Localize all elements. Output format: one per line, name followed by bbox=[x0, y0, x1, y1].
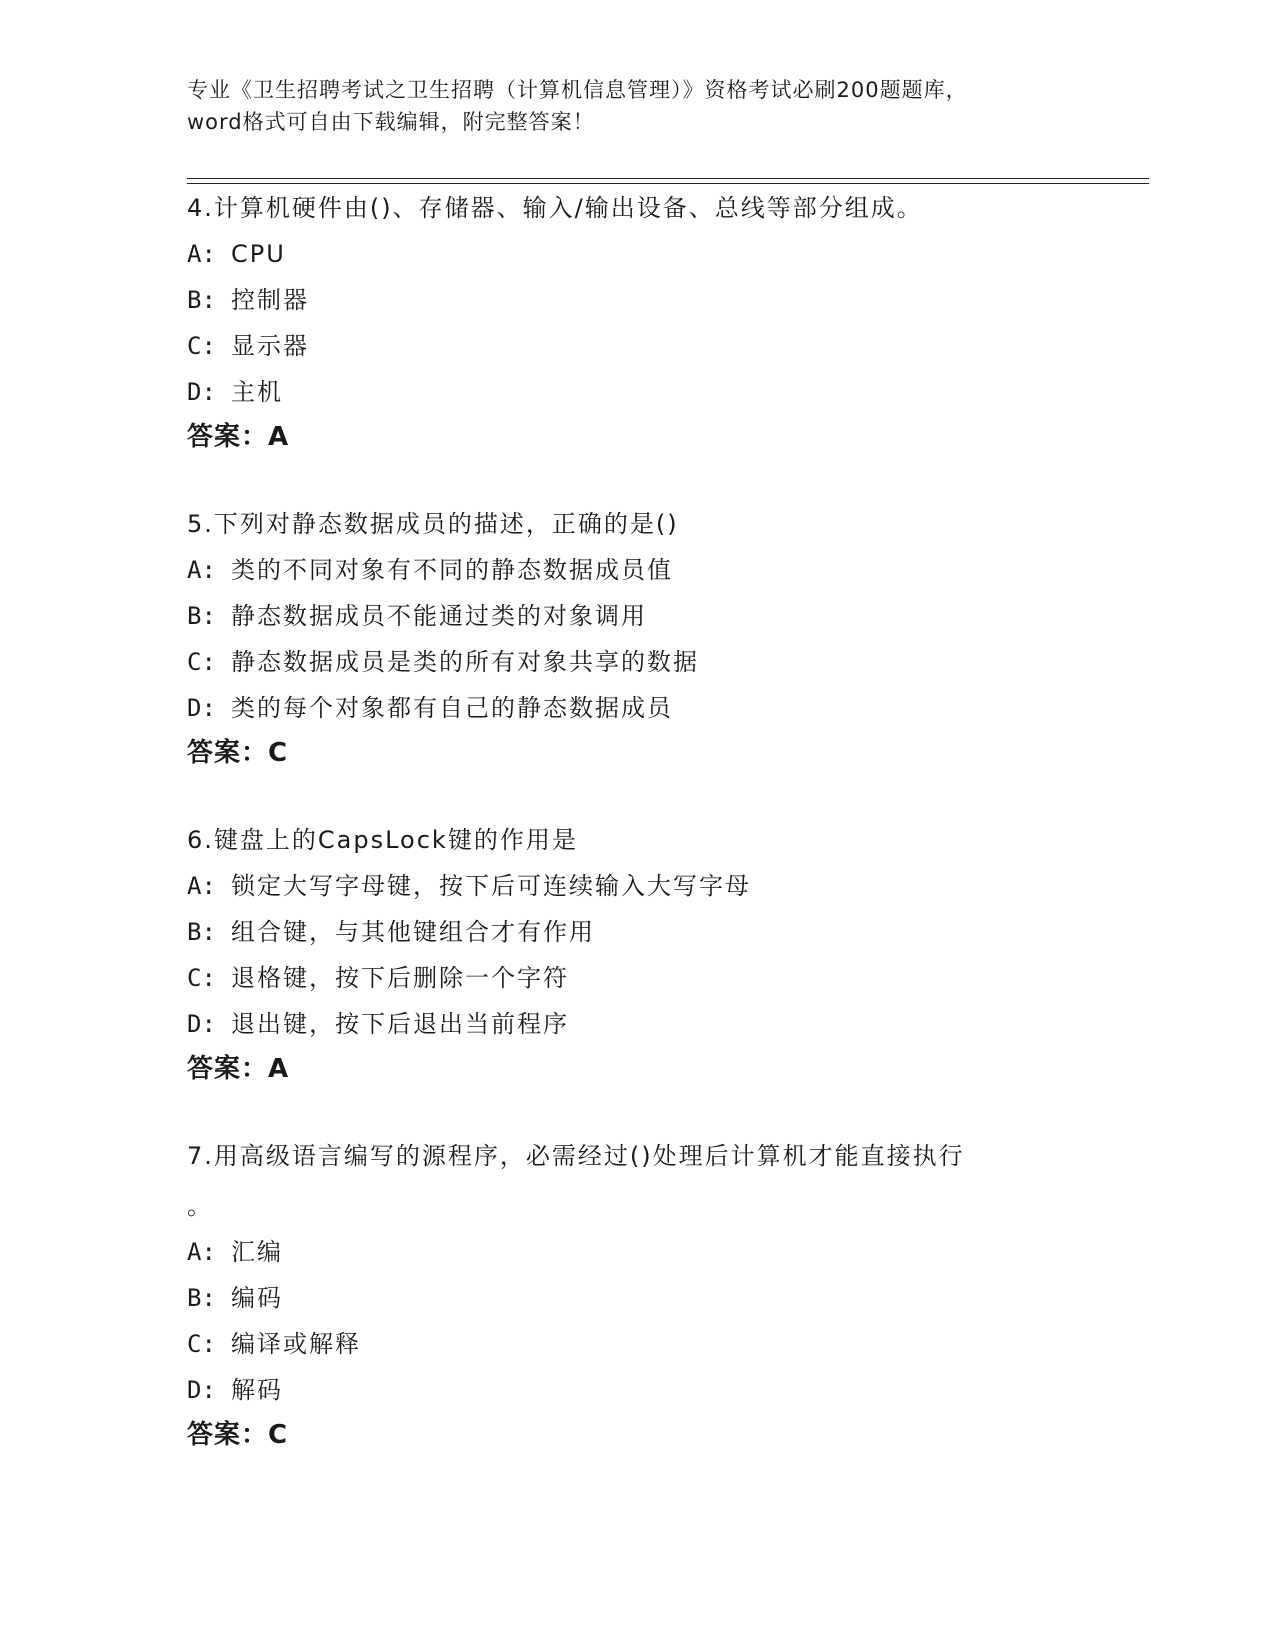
option-c bbox=[187, 964, 1107, 992]
option-text: 类的不同对象有不同的静态数据成员值 bbox=[231, 556, 673, 584]
option-text: 汇编 bbox=[231, 1238, 283, 1266]
question-stem-continuation: 。 bbox=[187, 1192, 211, 1220]
header-divider-top bbox=[187, 178, 1149, 179]
header-line-2: word格式可自由下载编辑，附完整答案！ bbox=[187, 110, 595, 134]
option-letter: D: bbox=[187, 1376, 216, 1404]
answer-label: 答案：A bbox=[187, 1054, 290, 1084]
option-c bbox=[187, 1330, 1107, 1358]
option-b bbox=[187, 918, 1107, 946]
option-c bbox=[187, 648, 1107, 676]
option-b bbox=[187, 286, 1107, 314]
option-letter: C: bbox=[187, 648, 216, 676]
question-stem: 4.计算机硬件由()、存储器、输入/输出设备、总线等部分组成。 bbox=[187, 194, 923, 222]
answer-label: 答案：A bbox=[187, 422, 290, 452]
option-text: 静态数据成员不能通过类的对象调用 bbox=[231, 602, 647, 630]
option-a bbox=[187, 872, 1107, 900]
option-a bbox=[187, 556, 1107, 584]
option-letter: B: bbox=[187, 286, 216, 314]
option-text: 控制器 bbox=[231, 286, 309, 314]
option-text: 组合键，与其他键组合才有作用 bbox=[231, 918, 595, 946]
option-text: 编码 bbox=[231, 1284, 283, 1312]
document-header bbox=[187, 74, 1087, 138]
option-d bbox=[187, 1376, 1107, 1404]
question-5 bbox=[187, 510, 1107, 768]
option-text: 静态数据成员是类的所有对象共享的数据 bbox=[231, 648, 699, 676]
answer-label: 答案：C bbox=[187, 1420, 289, 1450]
option-b bbox=[187, 1284, 1107, 1312]
option-a bbox=[187, 240, 1107, 268]
option-letter: A: bbox=[187, 1238, 216, 1266]
option-text: 退出键，按下后退出当前程序 bbox=[231, 1010, 569, 1038]
option-letter: D: bbox=[187, 1010, 216, 1038]
option-text: 显示器 bbox=[231, 332, 309, 360]
option-text: 类的每个对象都有自己的静态数据成员 bbox=[231, 694, 673, 722]
question-stem: 7.用高级语言编写的源程序，必需经过()处理后计算机才能直接执行 bbox=[187, 1142, 965, 1170]
option-letter: B: bbox=[187, 1284, 216, 1312]
option-b bbox=[187, 602, 1107, 630]
option-letter: D: bbox=[187, 378, 216, 406]
option-letter: C: bbox=[187, 1330, 216, 1358]
option-letter: B: bbox=[187, 918, 216, 946]
answer-label: 答案：C bbox=[187, 738, 289, 768]
option-letter: A: bbox=[187, 240, 216, 268]
option-letter: C: bbox=[187, 332, 216, 360]
option-letter: A: bbox=[187, 872, 216, 900]
question-stem: 6.键盘上的CapsLock键的作用是 bbox=[187, 826, 578, 854]
option-letter: D: bbox=[187, 694, 216, 722]
option-text: 编译或解释 bbox=[231, 1330, 361, 1358]
option-text: 主机 bbox=[231, 378, 283, 406]
option-letter: C: bbox=[187, 964, 216, 992]
option-letter: B: bbox=[187, 602, 216, 630]
question-7 bbox=[187, 1142, 1107, 1450]
option-text: CPU bbox=[231, 240, 286, 268]
option-d bbox=[187, 378, 1107, 406]
question-4 bbox=[187, 194, 1107, 452]
option-letter: A: bbox=[187, 556, 216, 584]
header-line-1: 专业《卫生招聘考试之卫生招聘（计算机信息管理）》资格考试必刷200题题库， bbox=[187, 78, 968, 102]
option-text: 锁定大写字母键，按下后可连续输入大写字母 bbox=[231, 872, 751, 900]
option-text: 退格键，按下后删除一个字符 bbox=[231, 964, 569, 992]
option-a bbox=[187, 1238, 1107, 1266]
question-stem: 5.下列对静态数据成员的描述，正确的是() bbox=[187, 510, 679, 538]
option-text: 解码 bbox=[231, 1376, 283, 1404]
header-divider-bottom bbox=[187, 183, 1149, 184]
question-6 bbox=[187, 826, 1107, 1084]
option-d bbox=[187, 1010, 1107, 1038]
option-d bbox=[187, 694, 1107, 722]
option-c bbox=[187, 332, 1107, 360]
